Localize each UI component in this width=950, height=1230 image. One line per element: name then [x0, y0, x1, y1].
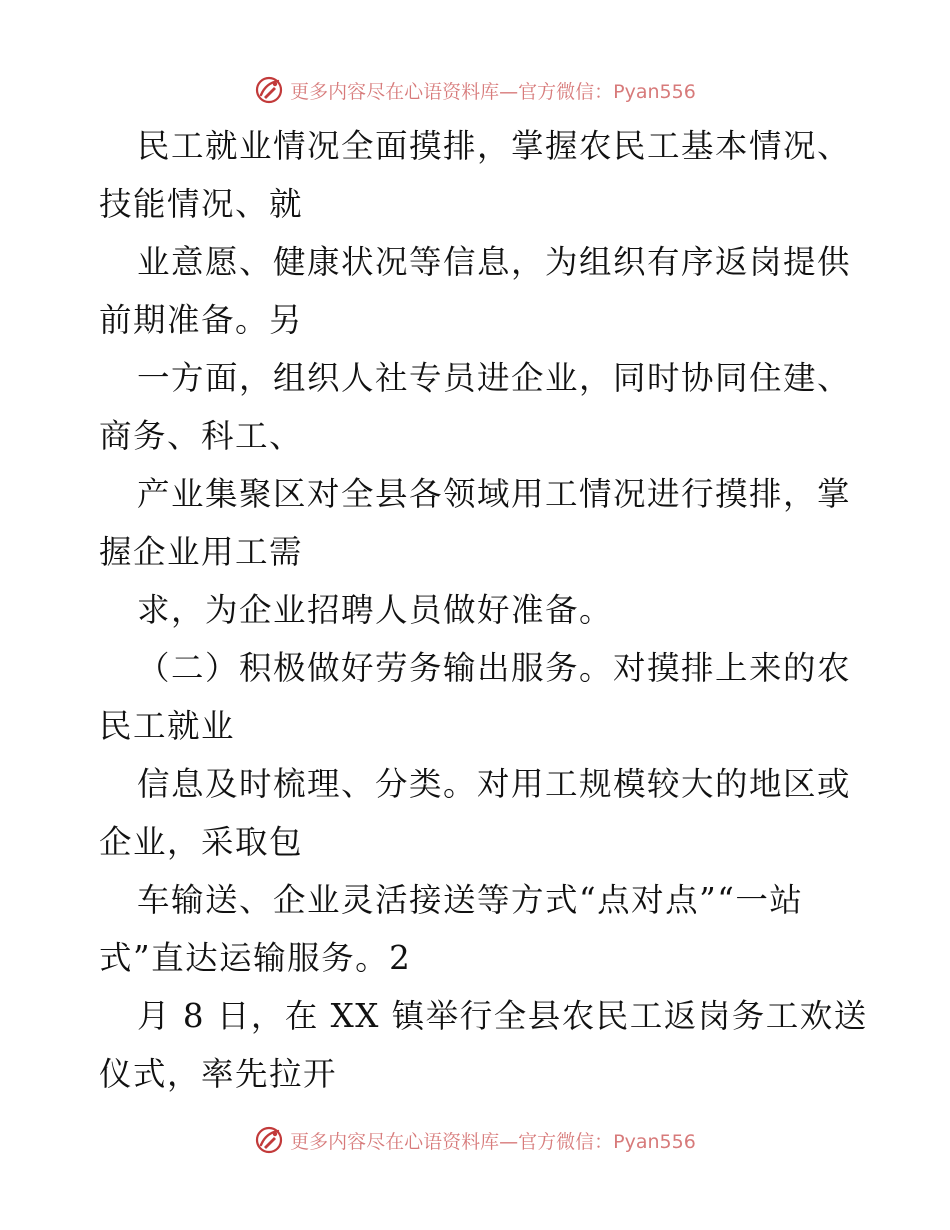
body-line: 握企业用工需 — [99, 533, 304, 571]
body-line: 仪式，率先拉开 — [99, 1055, 338, 1093]
body-line: 企业，采取包 — [99, 823, 304, 861]
section-heading-line: （二）积极做好劳务输出服务。对摸排上来的农 — [137, 649, 852, 687]
body-line: 式”直达运输服务。2 — [99, 939, 412, 977]
body-line: 求，为企业招聘人员做好准备。 — [137, 591, 614, 629]
body-line: 产业集聚区对全县各领域用工情况进行摸排，掌 — [137, 475, 852, 513]
body-line: 前期准备。另 — [99, 301, 304, 339]
body-line: 月 8 日，在 XX 镇举行全县农民工返岗务工欢送 — [137, 997, 868, 1035]
footer-banner-text: 更多内容尽在心语资料库—官方微信：Pyan556 — [290, 1130, 696, 1153]
body-line: 车输送、企业灵活接送等方式“点对点”“一站 — [137, 881, 804, 919]
body-line: 民工就业情况全面摸排，掌握农民工基本情况、 — [137, 127, 852, 165]
header-banner-text: 更多内容尽在心语资料库—官方微信：Pyan556 — [290, 80, 696, 103]
body-line: 业意愿、健康状况等信息，为组织有序返岗提供 — [137, 243, 852, 281]
pen-logo-icon — [254, 1125, 284, 1155]
body-line: 民工就业 — [99, 707, 236, 745]
footer-banner — [0, 1120, 950, 1160]
body-line: 信息及时梳理、分类。对用工规模较大的地区或 — [137, 765, 852, 803]
pen-logo-icon — [254, 75, 284, 105]
body-line: 技能情况、就 — [99, 185, 304, 223]
header-banner — [0, 70, 950, 110]
body-line: 一方面，组织人社专员进企业，同时协同住建、 — [137, 359, 852, 397]
body-line: 商务、科工、 — [99, 417, 304, 455]
